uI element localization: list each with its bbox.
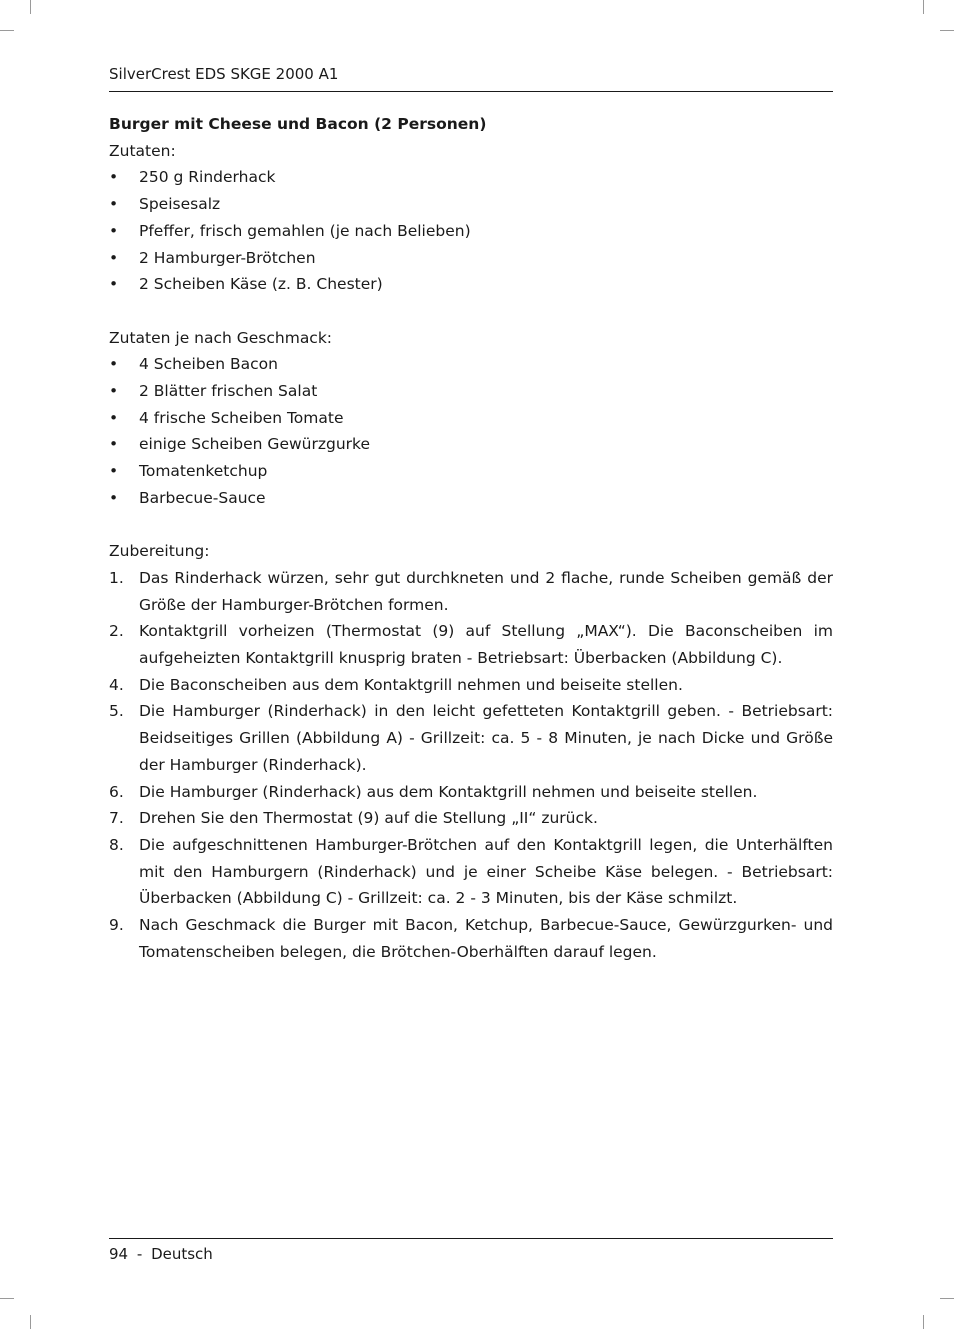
list-item: • 2 Hamburger-Brötchen xyxy=(109,245,833,272)
bullet: • xyxy=(109,248,119,267)
list-item: • 250 g Rinderhack xyxy=(109,164,833,191)
recipe-title: Burger mit Cheese und Bacon (2 Personen) xyxy=(109,115,487,133)
spacer xyxy=(109,298,833,325)
list-item: • 2 Blätter frischen Salat xyxy=(109,378,833,405)
step-text: Das Rinderhack würzen, sehr gut durchkneten und 2 flache, runde Scheiben gemäß der Größe der Hamburger-Brötchen formen. xyxy=(139,568,833,614)
step-text: Die Hamburger (Rinderhack) in den leicht gefetteten Kontaktgrill geben. - Betriebsart: Beidseitiges Grillen (Abbildung A) - Grillzeit: ca. 5 - 8 Minuten, je nach Dicke und Größe der Hamburger (Rinderhack). xyxy=(139,702,833,774)
page-footer xyxy=(109,1243,833,1265)
header-rule xyxy=(109,91,833,92)
list-item: • 4 Scheiben Bacon xyxy=(109,351,833,378)
footer-language: Deutsch xyxy=(151,1245,213,1263)
crop-mark xyxy=(923,1315,924,1329)
step-number: 6. xyxy=(109,782,124,801)
spacer xyxy=(109,512,833,539)
crop-mark xyxy=(940,30,954,31)
bullet: • xyxy=(109,195,119,214)
step-number: 4. xyxy=(109,675,124,694)
step-text: Die aufgeschnittenen Hamburger-Brötchen auf den Kontaktgrill legen, die Unterhälften mit den Hamburgern (Rinderhack) und je einer Scheibe Käse belegen. - Betriebsart: Überbacken (Abbildung C) - Grillzeit: ca. 2 - 3 Minuten, bis der Käse schmilzt. xyxy=(139,835,833,908)
crop-mark xyxy=(0,1298,14,1299)
step-item xyxy=(109,779,833,806)
crop-mark xyxy=(0,30,14,31)
list-item: • Speisesalz xyxy=(109,191,833,218)
list-item: • Pfeffer, frisch gemahlen (je nach Belieben) xyxy=(109,218,833,245)
bullet: • xyxy=(109,408,119,427)
step-item xyxy=(109,672,833,699)
bullet: • xyxy=(109,435,119,454)
step-text: Die Hamburger (Rinderhack) aus dem Kontaktgrill nehmen und beiseite stellen. xyxy=(139,782,758,801)
list-item: • Tomatenketchup xyxy=(109,458,833,485)
crop-mark xyxy=(923,0,924,14)
bullet: • xyxy=(109,355,119,374)
step-text: Die Baconscheiben aus dem Kontaktgrill nehmen und beiseite stellen. xyxy=(139,675,683,694)
ingredients-label: Zutaten: xyxy=(109,141,176,160)
step-number: 1. xyxy=(109,568,124,587)
step-number: 8. xyxy=(109,835,124,854)
ingredients-list xyxy=(109,164,833,298)
step-item xyxy=(109,832,833,912)
optional-ingredients-list xyxy=(109,351,833,511)
step-text: Drehen Sie den Thermostat (9) auf die Stellung „II“ zurück. xyxy=(139,809,598,828)
preparation-steps xyxy=(109,565,833,966)
crop-mark xyxy=(30,1315,31,1329)
bullet: • xyxy=(109,221,119,240)
step-item xyxy=(109,698,833,778)
step-item xyxy=(109,618,833,671)
bullet: • xyxy=(109,275,119,294)
footer-rule xyxy=(109,1238,833,1239)
step-number: 2. xyxy=(109,622,124,641)
preparation-label: Zubereitung: xyxy=(109,542,210,561)
step-text: Nach Geschmack die Burger mit Bacon, Ketchup, Barbecue-Sauce, Gewürzgurken- und Tomatenscheiben belegen, die Brötchen-Oberhälften darauf legen. xyxy=(139,916,833,961)
page-number: 94 xyxy=(109,1245,129,1263)
list-item: • einige Scheiben Gewürzgurke xyxy=(109,431,833,458)
step-number: 5. xyxy=(109,702,124,721)
crop-mark xyxy=(30,0,31,14)
step-item xyxy=(109,565,833,618)
bullet: • xyxy=(109,382,119,401)
step-item xyxy=(109,805,833,832)
step-number: 9. xyxy=(109,916,124,935)
list-item: • Barbecue-Sauce xyxy=(109,485,833,512)
bullet: • xyxy=(109,488,119,507)
list-item: • 2 Scheiben Käse (z. B. Chester) xyxy=(109,271,833,298)
footer-separator: - xyxy=(136,1245,143,1263)
step-number: 7. xyxy=(109,809,124,828)
optional-ingredients-label: Zutaten je nach Geschmack: xyxy=(109,328,333,347)
list-item: • 4 frische Scheiben Tomate xyxy=(109,405,833,432)
step-text: Kontaktgrill vorheizen (Thermostat (9) auf Stellung „MAX“). Die Baconscheiben im aufgeheizten Kontaktgrill knusprig braten - Betriebsart: Überbacken (Abbildung C). xyxy=(139,622,833,668)
crop-mark xyxy=(940,1298,954,1299)
document-title: SilverCrest EDS SKGE 2000 A1 xyxy=(109,65,339,83)
bullet: • xyxy=(109,168,119,187)
step-item xyxy=(109,912,833,965)
page-header xyxy=(109,63,833,85)
recipe-content xyxy=(109,111,833,965)
bullet: • xyxy=(109,462,119,481)
